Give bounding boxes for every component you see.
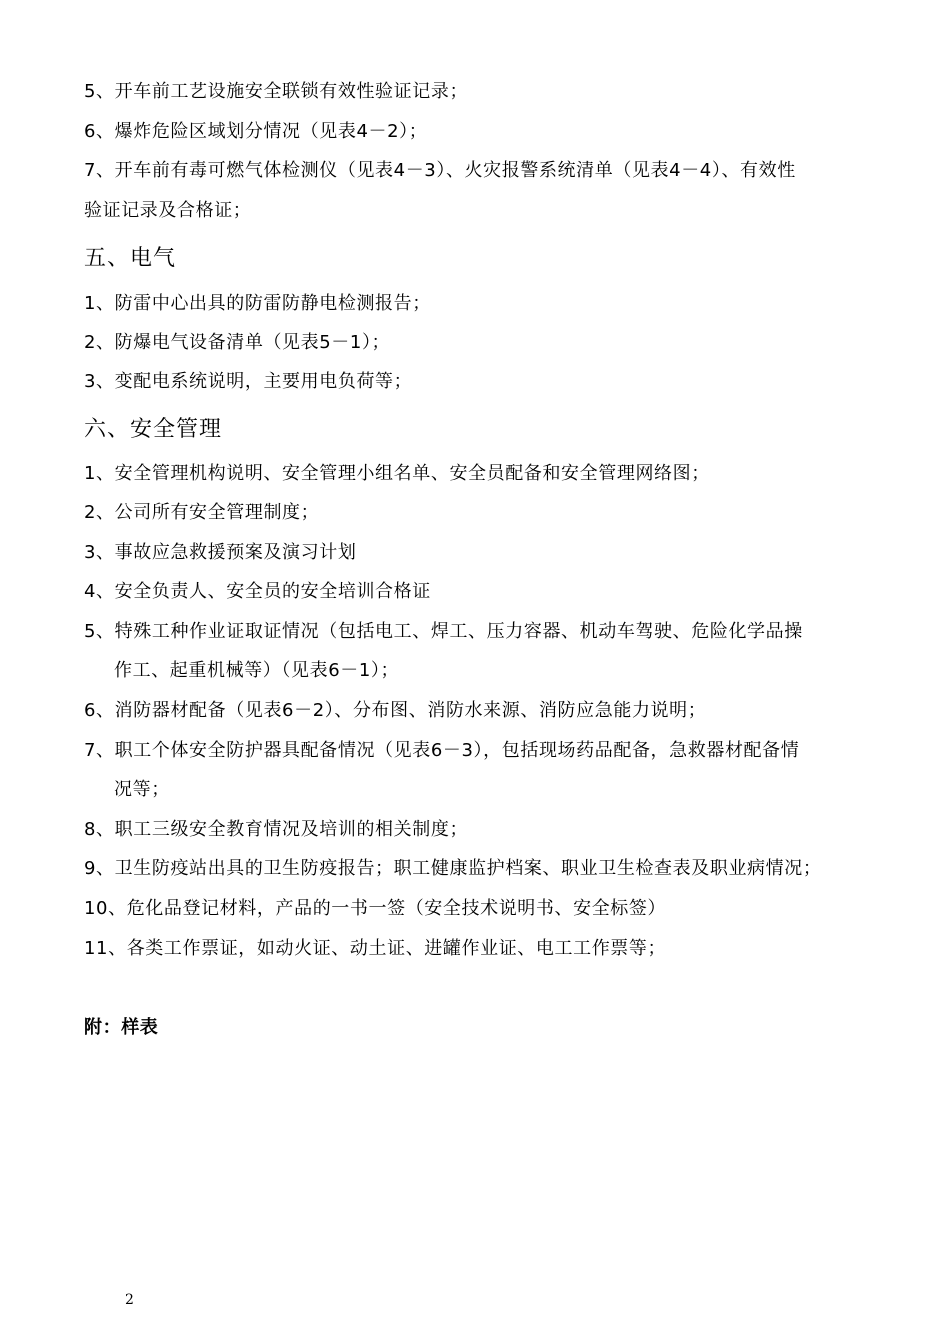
- item-s6-1: 1、安全管理机构说明、安全管理小组名单、安全员配备和安全管理网络图；: [84, 463, 710, 484]
- item-s5-3: 3、变配电系统说明，主要用电负荷等；: [84, 371, 413, 392]
- item-s4-7: 7、开车前有毒可燃气体检测仪（见表4－3）、火灾报警系统清单（见表4－4）、有效性: [84, 160, 796, 181]
- item-s6-11: 11、各类工作票证，如动火证、动土证、进罐作业证、电工工作票等；: [84, 938, 667, 959]
- item-s6-5: 5、特殊工种作业证取证情况（包括电工、焊工、压力容器、机动车驾驶、危险化学品操: [84, 621, 803, 642]
- item-s4-6: 6、爆炸危险区域划分情况（见表4－2）；: [84, 121, 428, 142]
- item-s4-7-continued: 验证记录及合格证；: [84, 200, 252, 221]
- item-s6-10: 10、危化品登记材料，产品的一书一签（安全技术说明书、安全标签）: [84, 898, 667, 919]
- item-s6-4: 4、安全负责人、安全员的安全培训合格证: [84, 581, 431, 602]
- appendix-label: 附：样表: [84, 1017, 159, 1038]
- section-heading-electrical: 五、电气: [84, 246, 177, 271]
- item-s6-3: 3、事故应急救援预案及演习计划: [84, 542, 357, 563]
- item-s6-5-continued: 作工、起重机械等）（见表6－1）；: [114, 660, 400, 681]
- item-s6-7-continued: 况等；: [114, 779, 170, 800]
- item-s5-2: 2、防爆电气设备清单（见表5－1）；: [84, 332, 391, 353]
- item-s6-7: 7、职工个体安全防护器具配备情况（见表6－3），包括现场药品配备，急救器材配备情: [84, 740, 800, 761]
- item-s5-1: 1、防雷中心出具的防雷防静电检测报告；: [84, 293, 431, 314]
- item-s4-5: 5、开车前工艺设施安全联锁有效性验证记录；: [84, 81, 469, 102]
- section-heading-safety-management: 六、安全管理: [84, 417, 223, 442]
- item-s6-9: 9、卫生防疫站出具的卫生防疫报告；职工健康监护档案、职业卫生检查表及职业病情况；: [84, 858, 822, 879]
- item-s6-2: 2、公司所有安全管理制度；: [84, 502, 320, 523]
- item-s6-8: 8、职工三级安全教育情况及培训的相关制度；: [84, 819, 469, 840]
- page-number: 2: [125, 1292, 134, 1308]
- item-s6-6: 6、消防器材配备（见表6－2）、分布图、消防水来源、消防应急能力说明；: [84, 700, 707, 721]
